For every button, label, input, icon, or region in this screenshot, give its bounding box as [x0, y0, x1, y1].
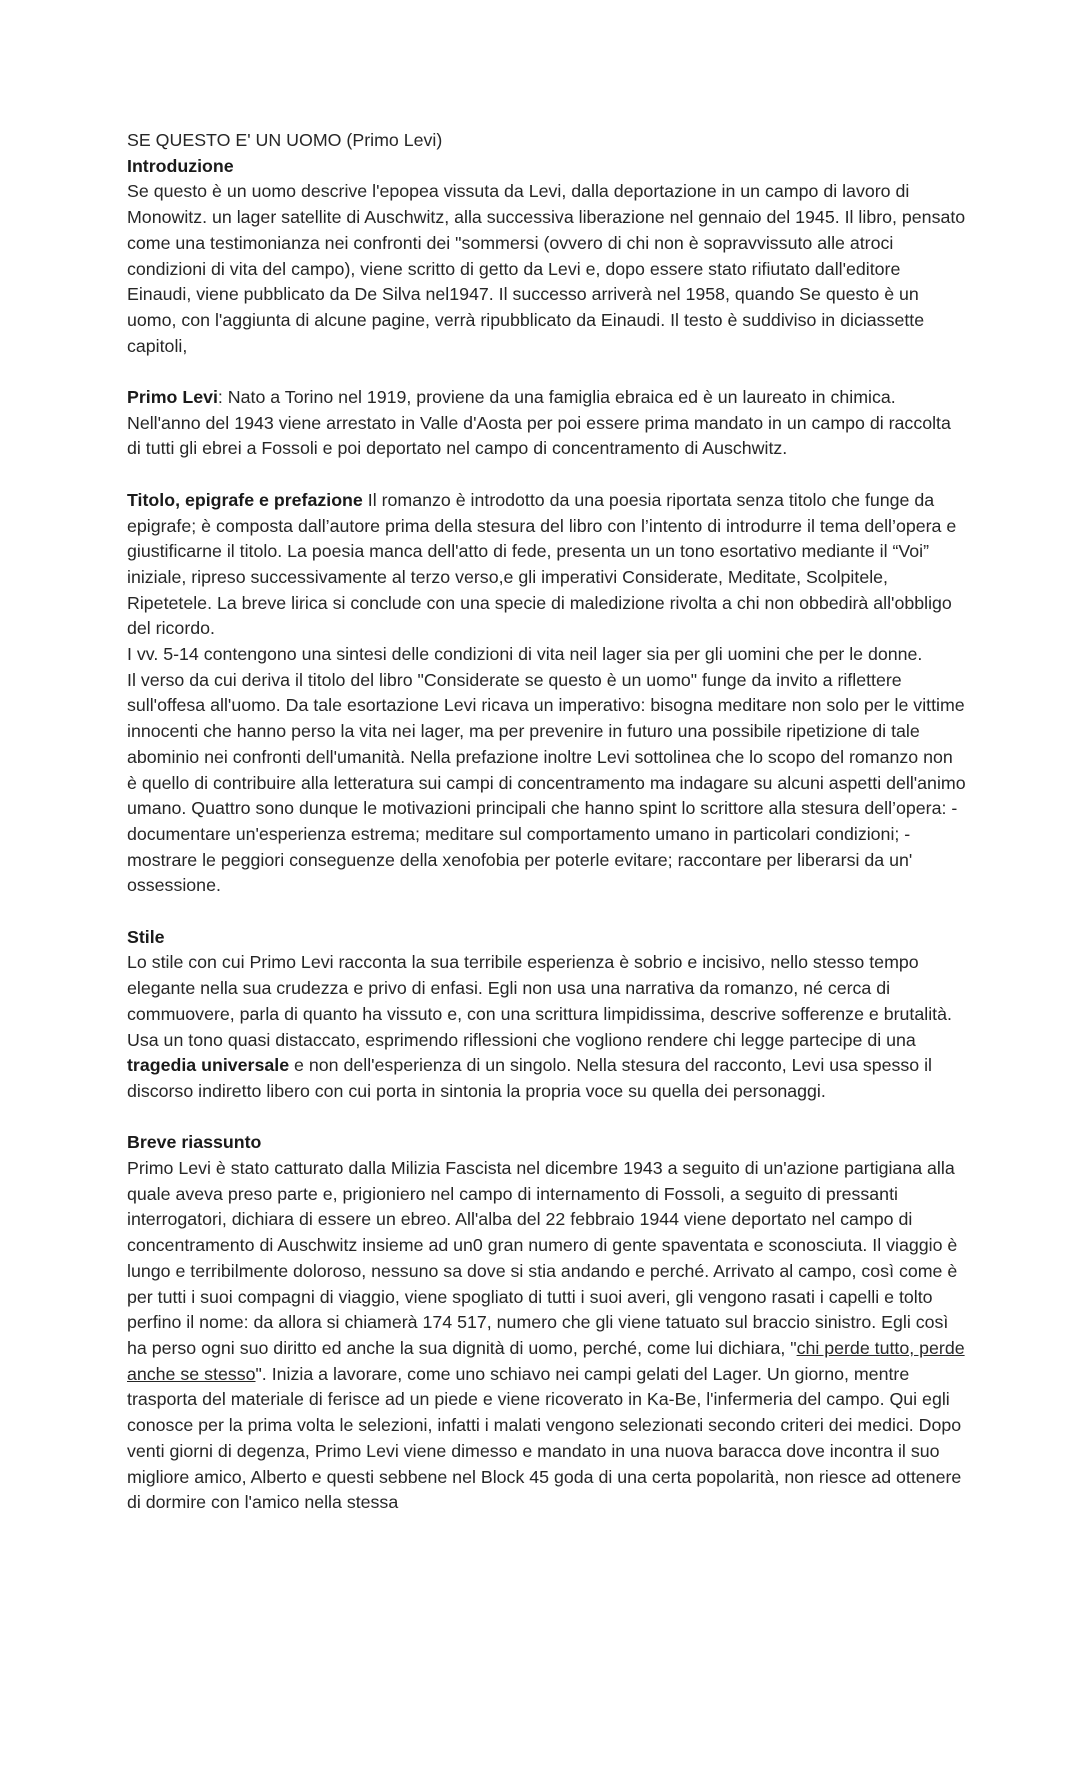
document-title: SE QUESTO E' UN UOMO (Primo Levi): [127, 130, 443, 150]
author-heading: Primo Levi: [127, 387, 218, 408]
title-epigraph-text-3: Il verso da cui deriva il titolo del libro "Considerate se questo è un uomo" funge da invito a riflettere sull'offesa all'uomo. Da tale esortazione Levi ricava un imperativo: bisogna meditare non solo per le vittime innocenti che hanno perso la vita nei lager, ma per prevenire in futuro una possibile ripetizione di tale abominio nei confronti dell'umanità. Nella prefazione inoltre Levi sottolinea che lo scopo del romanzo non è quello di contribuire alla letteratura sui campi di concentramento ma indagare su alcuni aspetti dell'animo umano. Quattro sono dunque le motivazioni principali che hanno spint lo scrittore alla stesura dell’opera: -documentare un'esperienza estrema; meditare sul comportamento umano in particolari condizioni; -mostrare le peggiori conseguenze della xenofobia per poterle evitare; raccontare per liberarsi da un' ossessione.: [127, 669, 966, 896]
title-epigraph-section: [127, 488, 967, 642]
title-epigraph-text-2: I vv. 5-14 contengono una sintesi delle condizioni di vita neil lager sia per gli uomini che per le donne.: [127, 644, 923, 665]
summary-quote: chi perde tutto, perde anche se stesso: [127, 1337, 965, 1384]
summary-section: [127, 1130, 967, 1516]
title-epigraph-heading: Titolo, epigrafe e prefazione: [127, 489, 363, 510]
style-section: [127, 925, 967, 1105]
title-epigraph-text-1: Il romanzo è introdotto da una poesia riportata senza titolo che funge da epigrafe; è composta dall’autore prima della stesura del libro con l’intento di introdurre il tema dell’opera e giustificarne il titolo. La poesia manca dell'atto di fede, presenta un un tono esortativo mediante il “Voi” iniziale, ripreso successivamente al terzo verso,e gli imperativi Considerate, Meditate, Scolpitele, Ripetetele. La breve lirica si conclude con una specie di maledizione rivolta a chi non obbedirà all'obbligo del ricordo.: [127, 489, 957, 639]
author-text: : Nato a Torino nel 1919, proviene da una famiglia ebraica ed è un laureato in chimica. Nell'anno del 1943 viene arrestato in Valle d'Aosta per poi essere prima mandato in un campo di raccolta di tutti gli ebrei a Fossoli e poi deportato nel campo di concentramento di Auschwitz.: [127, 387, 951, 459]
style-text-before: Lo stile con cui Primo Levi racconta la sua terribile esperienza è sobrio e incisivo, nello stesso tempo elegante nella sua crudezza e privo di enfasi. Egli non usa una narrativa da romanzo, né cerca di commuovere, parla di quanto ha vissuto e, con una scrittura limpidissima, descrive sofferenze e brutalità. Usa un tono quasi distaccato, esprimendo riflessioni che vogliono rendere chi legge partecipe di una: [127, 952, 952, 1050]
intro-heading: Introduzione: [127, 155, 234, 176]
style-heading: Stile: [127, 926, 165, 947]
summary-text-after: ". Inizia a lavorare, come uno schiavo nei campi gelati del Lager. Un giorno, mentre trasporta del materiale di ferisce ad un piede e viene ricoverato in Ka-Be, l'infermeria del campo. Qui egli conosce per la prima volta le selezioni, infatti i malati vengono selezionati secondo criteri dei medici. Dopo venti giorni di degenza, Primo Levi viene dimesso e mandato in una nuova baracca dove incontra il suo migliore amico, Alberto e questi sebbene nel Block 45 goda di una certa popolarità, non riesce ad ottenere di dormire con l'amico nella stessa: [127, 1363, 962, 1513]
style-bold-phrase: tragedia universale: [127, 1055, 290, 1076]
summary-text-before: Primo Levi è stato catturato dalla Milizia Fascista nel dicembre 1943 a seguito di un'azione partigiana alla quale aveva preso parte e, prigioniero nel campo di internamento di Fossoli, a seguito di pressanti interrogatori, dichiara di essere un ebreo. All'alba del 22 febbraio 1944 viene deportato nel campo di concentramento di Auschwitz insieme ad un0 gran numero di gente spaventata e sconosciuta. Il viaggio è lungo e terribilmente doloroso, nessuno sa dove si stia andando e perché. Arrivato al campo, così come è per tutti i suoi compagni di viaggio, viene spogliato di tutti i suoi averi, gli vengono rasati i capelli e tolto perfino il nome: da allora si chiamerà 174 517, numero che gli viene tatuato sul braccio sinistro. Egli così ha perso ogni suo diritto ed anche la sua dignità di uomo, perché, come lui dichiara, ": [127, 1158, 958, 1358]
document-page: [127, 128, 967, 1516]
intro-section: [127, 154, 967, 360]
style-text-after: e non dell'esperienza di un singolo. Nella stesura del racconto, Levi usa spesso il discorso indiretto libero con cui porta in sintonia la propria voce su quella dei personaggi.: [127, 1055, 933, 1101]
author-section: [127, 385, 967, 462]
intro-text: Se questo è un uomo descrive l'epopea vissuta da Levi, dalla deportazione in un campo di lavoro di Monowitz. un lager satellite di Auschwitz, alla successiva liberazione nel gennaio del 1945. Il libro, pensato come una testimonianza nei confronti dei "sommersi (ovvero di chi non è sopravvissuto alle atroci condizioni di vita del campo), viene scritto di getto da Levi e, dopo essere stato rifiutato dall'editore Einaudi, viene pubblicato da De Silva nel1947. Il successo arriverà nel 1958, quando Se questo è un uomo, con l'aggiunta di alcune pagine, verrà ripubblicato da Einaudi. Il testo è suddiviso in diciassette capitoli,: [127, 181, 966, 356]
summary-heading: Breve riassunto: [127, 1132, 262, 1153]
